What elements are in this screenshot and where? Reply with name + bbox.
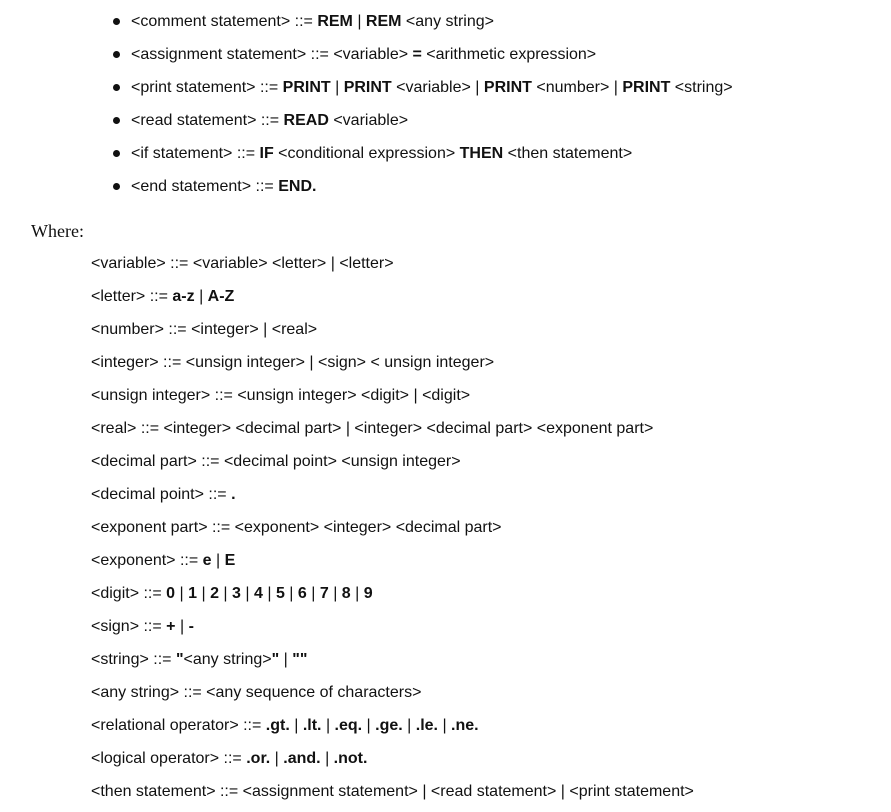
bold-keyword: IF <box>259 145 274 162</box>
definition-line <box>91 313 694 346</box>
grammar-text: | <box>270 750 284 767</box>
definition-line <box>91 412 694 445</box>
bold-keyword: THEN <box>459 145 504 162</box>
grammar-text: <exponent part> ::= <exponent> <integer> <decimal part> <box>91 519 502 536</box>
bold-keyword: 9 <box>363 585 373 602</box>
bold-keyword: e <box>202 552 212 569</box>
grammar-text: <variable> <box>328 112 409 129</box>
grammar-text: <string> <box>670 79 733 96</box>
bold-keyword: . <box>231 486 236 503</box>
bold-keyword: REM <box>365 13 402 30</box>
bold-keyword: .eq. <box>334 717 363 734</box>
bold-keyword: + <box>166 618 176 635</box>
grammar-text: <conditional expression> <box>273 145 460 162</box>
grammar-text: | <box>240 585 254 602</box>
bold-keyword: " <box>271 651 280 668</box>
bold-keyword: END. <box>278 178 317 195</box>
statement-bullet-item <box>0 38 733 71</box>
bold-keyword: A-Z <box>207 288 235 305</box>
bold-keyword: 0 <box>166 585 176 602</box>
grammar-text: | <box>262 585 276 602</box>
bold-keyword: READ <box>283 112 329 129</box>
bold-keyword: .lt. <box>302 717 322 734</box>
definition-line <box>91 709 694 742</box>
grammar-text: | <box>175 585 189 602</box>
definition-list <box>91 247 694 808</box>
bold-keyword: PRINT <box>343 79 392 96</box>
grammar-text: <decimal part> ::= <decimal point> <unsign integer> <box>91 453 461 470</box>
grammar-text: | <box>438 717 452 734</box>
definition-line <box>91 577 694 610</box>
statement-bullet-item <box>0 170 733 203</box>
grammar-text: <then statement> <box>503 145 633 162</box>
bold-keyword: 7 <box>319 585 329 602</box>
grammar-text: <arithmetic expression> <box>421 46 597 63</box>
grammar-text: <end statement> ::= <box>131 178 279 195</box>
grammar-text: | <box>289 717 303 734</box>
definition-line <box>91 544 694 577</box>
definition-line <box>91 676 694 709</box>
grammar-text: <string> ::= <box>91 651 176 668</box>
grammar-text: | <box>279 651 293 668</box>
grammar-text: | <box>194 288 208 305</box>
grammar-text: | <box>352 13 366 30</box>
bold-keyword: 8 <box>341 585 351 602</box>
definition-line <box>91 445 694 478</box>
grammar-text: <any string> ::= <any sequence of characters> <box>91 684 422 701</box>
bold-keyword: = <box>412 46 422 63</box>
grammar-text: <exponent> ::= <box>91 552 203 569</box>
definition-line <box>91 247 694 280</box>
statement-bullet-list <box>0 5 733 203</box>
bold-keyword: PRINT <box>622 79 671 96</box>
bold-keyword: E <box>224 552 236 569</box>
bold-keyword: .le. <box>415 717 438 734</box>
bold-keyword: 5 <box>275 585 285 602</box>
grammar-text: <digit> ::= <box>91 585 167 602</box>
grammar-text: <variable> | <box>391 79 484 96</box>
grammar-text: | <box>330 79 344 96</box>
bold-keyword: .ne. <box>451 717 479 734</box>
grammar-text: <logical operator> ::= <box>91 750 247 767</box>
bold-keyword: REM <box>317 13 353 30</box>
grammar-text: <then statement> ::= <assignment statement> | <read statement> | <print statement> <box>91 783 694 800</box>
grammar-text: <sign> ::= <box>91 618 167 635</box>
grammar-text: | <box>320 750 334 767</box>
definition-line <box>91 478 694 511</box>
definition-line <box>91 610 694 643</box>
grammar-text: | <box>284 585 298 602</box>
grammar-text: <assignment statement> ::= <variable> <box>131 46 413 63</box>
grammar-text: | <box>197 585 211 602</box>
grammar-text: <decimal point> ::= <box>91 486 232 503</box>
grammar-text: <letter> ::= <box>91 288 173 305</box>
grammar-text: <any string> <box>183 651 272 668</box>
bold-keyword: .not. <box>333 750 368 767</box>
definition-line <box>91 775 694 808</box>
bold-keyword: .gt. <box>265 717 290 734</box>
definition-line <box>91 280 694 313</box>
bold-keyword: 2 <box>210 585 219 602</box>
bold-keyword: PRINT <box>483 79 532 96</box>
grammar-text: <real> ::= <integer> <decimal part> | <integer> <decimal part> <exponent part> <box>91 420 654 437</box>
definition-line <box>91 379 694 412</box>
where-label: Where: <box>31 221 84 241</box>
statement-bullet-item <box>0 71 733 104</box>
grammar-text: <number> ::= <integer> | <real> <box>91 321 318 338</box>
bold-keyword: - <box>188 618 194 635</box>
grammar-text: <number> | <box>531 79 623 96</box>
definition-line <box>91 511 694 544</box>
bold-keyword: "" <box>292 651 308 668</box>
statement-bullet-item <box>0 104 733 137</box>
grammar-text: | <box>306 585 320 602</box>
grammar-text: <variable> ::= <variable> <letter> | <letter> <box>91 255 394 272</box>
grammar-text: <any string> <box>401 13 494 30</box>
bold-keyword: .or. <box>246 750 271 767</box>
bold-keyword: 3 <box>232 585 241 602</box>
grammar-text: <print statement> ::= <box>131 79 283 96</box>
grammar-text: <integer> ::= <unsign integer> | <sign> < unsign integer> <box>91 354 495 371</box>
grammar-text: <comment statement> ::= <box>131 13 318 30</box>
definition-line <box>91 742 694 775</box>
grammar-text: | <box>321 717 335 734</box>
bold-keyword: PRINT <box>282 79 331 96</box>
grammar-text: | <box>362 717 376 734</box>
grammar-text: | <box>211 552 225 569</box>
bold-keyword: 1 <box>188 585 198 602</box>
bold-keyword: 6 <box>297 585 307 602</box>
bold-keyword: .ge. <box>375 717 403 734</box>
grammar-text: | <box>218 585 233 602</box>
grammar-text: | <box>402 717 416 734</box>
bold-keyword: 4 <box>253 585 263 602</box>
definition-line <box>91 643 694 676</box>
grammar-text: | <box>328 585 342 602</box>
bold-keyword: a-z <box>172 288 195 305</box>
grammar-text: | <box>175 618 189 635</box>
statement-bullet-item <box>0 5 733 38</box>
bold-keyword: " <box>175 651 184 668</box>
grammar-text: <if statement> ::= <box>131 145 260 162</box>
statement-bullet-item <box>0 137 733 170</box>
grammar-text: <relational operator> ::= <box>91 717 266 734</box>
grammar-text: <read statement> ::= <box>131 112 284 129</box>
bold-keyword: .and. <box>283 750 321 767</box>
definition-line <box>91 346 694 379</box>
grammar-text: <unsign integer> ::= <unsign integer> <digit> | <digit> <box>91 387 471 404</box>
grammar-text: | <box>350 585 364 602</box>
